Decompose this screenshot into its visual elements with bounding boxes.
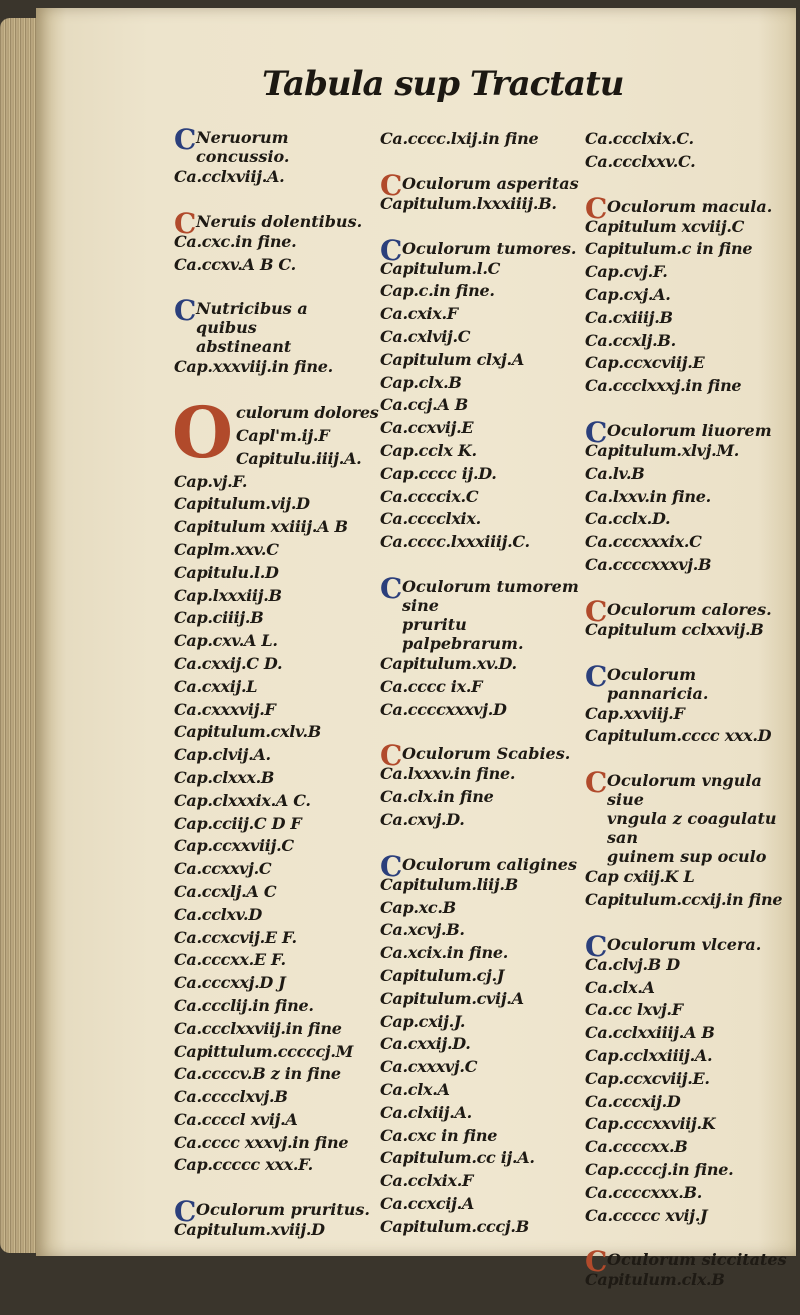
paragraph-mark-initial: C (585, 415, 608, 449)
reference-line: Ca.cxiiij.B (585, 307, 673, 327)
reference-line: Ca.ccclij.in fine. (174, 995, 314, 1015)
reference-line: Ca.cclxv.D (174, 904, 262, 924)
reference-line: Ca.cxvj.D. (380, 809, 465, 829)
reference-line: Cap.cclx K. (380, 440, 477, 460)
reference-line: Ca.xcvj.B. (380, 920, 465, 940)
reference-line: Ca.cccc xxxvj.in fine (174, 1132, 349, 1152)
reference-line: Capitulum.xviij.D (174, 1220, 325, 1240)
reference-line: Cap.ccxcviij.E. (585, 1068, 710, 1088)
reference-line: Cap.ccxxviij.C (174, 836, 294, 856)
entry-heading (585, 659, 797, 703)
reference-line: Ca.cccc.lxij.in fine (380, 129, 539, 148)
index-entry (380, 571, 585, 721)
reference-line: Capitulum.c in fine (585, 239, 753, 259)
reference-line: Cap.cxij.J. (380, 1011, 466, 1031)
reference-line: Ca.cclx.D. (585, 509, 671, 529)
reference-line: Capitulum cclxxvij.B (585, 619, 764, 639)
reference-line: Ca.lv.B (585, 463, 645, 483)
index-entry (380, 168, 585, 216)
reference-line: Ca.cclxxiiij.A B (585, 1023, 715, 1043)
entry-heading (174, 294, 374, 357)
entry-heading (585, 1245, 797, 1279)
reference-line: Ca.ccccv.B z in fine (174, 1064, 341, 1084)
index-column-3 (585, 128, 797, 1315)
reference-line: Ca.ccxv.A B C. (174, 254, 296, 274)
reference-line: Cap.lxxxiij.B (174, 585, 282, 605)
reference-line: Ca.ccxcij.A (380, 1193, 474, 1213)
index-entry (585, 659, 797, 749)
heading-line: Oculorum macula. (607, 196, 773, 216)
heading-line: Capitulu.iiij.A. (236, 448, 362, 468)
reference-line: Capitulum.vij.D (174, 494, 310, 514)
reference-line: Ca.clxiij.A. (380, 1102, 472, 1122)
entry-heading (172, 391, 379, 475)
entry-heading (174, 123, 374, 166)
heading-line: guinem sup oculo (607, 847, 767, 867)
index-entry (174, 206, 374, 277)
reference-line: Ca.clx.in fine (380, 787, 494, 807)
heading-line: Oculorum pannaricia. (607, 664, 709, 703)
reference-line: Ca.cccclxvj.B (174, 1087, 288, 1107)
index-entry (585, 766, 797, 912)
paragraph-mark-initial: C (174, 1195, 197, 1229)
heading-line: Neruorum concussio. (196, 128, 290, 166)
paragraph-mark-initial: C (585, 929, 608, 963)
paragraph-mark-initial: C (585, 766, 608, 800)
index-entry (585, 1245, 797, 1292)
entry-heading (585, 594, 797, 628)
heading-line: Oculorum asperitas (402, 173, 579, 193)
reference-line: Cap.cxv.A L. (174, 631, 278, 651)
reference-line: Ca.cxxij.C D. (174, 653, 283, 673)
reference-line: Capitulum.liij.B (380, 874, 518, 894)
index-entry (585, 929, 797, 1228)
reference-line: Ca.cxc.in fine. (174, 231, 297, 251)
reference-line: Ca.clx.A (585, 977, 655, 997)
entry-heading (380, 849, 585, 883)
paragraph-mark-initial: C (174, 206, 197, 240)
reference-line: Capitulum.cxlv.B (174, 722, 321, 742)
index-entry (174, 123, 374, 189)
heading-line: Oculorum tumores. (402, 238, 577, 258)
reference-line: Ca.ccccxx.B (585, 1137, 688, 1157)
heading-line: vngula z coagulatu san (607, 809, 777, 848)
heading-line: Oculorum vlcera. (607, 934, 762, 954)
reference-line: Capittulum.cccccj.M (174, 1041, 354, 1061)
index-entry (174, 294, 374, 379)
entry-heading (380, 571, 585, 653)
heading-line: Oculorum calores. (607, 599, 772, 619)
reference-line: Ca.lxxv.in fine. (585, 486, 711, 506)
reference-line: Capitulum.clx.B (585, 1270, 725, 1290)
reference-line: Cap.ccccc xxx.F. (174, 1155, 313, 1175)
reference-line: Caplm.xxv.C (174, 539, 279, 559)
reference-line: Ca.ccclxxviij.in fine (174, 1018, 342, 1038)
heading-line: Oculorum caligines (402, 854, 577, 874)
reference-line: Ca.cclxviij.A. (174, 167, 285, 186)
reference-line: Ca.ccxcvij.E F. (174, 927, 297, 947)
reference-line: Ca.cclxix.F (380, 1171, 474, 1191)
heading-line: pruritu palpebrarum. (402, 614, 524, 653)
reference-line: Ca.ccxlj.B. (585, 330, 676, 350)
paragraph-mark-initial: C (585, 594, 608, 628)
paragraph-mark-initial: C (380, 571, 403, 605)
reference-line: Capitulum xxiiij.A B (174, 517, 348, 537)
entry-heading (380, 739, 585, 773)
reference-line: Cap.xc.B (380, 897, 456, 917)
heading-line: Oculorum vngula siue (607, 771, 762, 810)
reference-line: Ca.ccccxxxvj.B (585, 554, 712, 574)
entry-heading (174, 206, 374, 240)
index-entry (380, 128, 585, 151)
reference-line: Ca.cc lxvj.F (585, 1000, 683, 1020)
entry-heading (585, 929, 797, 963)
paragraph-mark-initial: C (174, 294, 197, 328)
index-column-1 (172, 123, 379, 1265)
reference-line: Capitulum clxj.A (380, 349, 524, 369)
heading-line: Nutricibus a quibus (196, 299, 308, 338)
paragraph-mark-initial: C (380, 168, 403, 202)
reference-line: Ca.ccclxxv.C. (585, 151, 696, 171)
paragraph-mark-initial: C (380, 739, 403, 773)
paragraph-mark-initial: C (174, 123, 197, 156)
index-entry (380, 739, 585, 831)
entry-heading (585, 766, 797, 867)
reference-line: Cap.ccccj.in fine. (585, 1159, 734, 1179)
heading-line: Oculorum liuorem (607, 420, 772, 440)
reference-line: Cap.cxj.A. (585, 284, 671, 304)
reference-line: Cap.clx.B (380, 372, 462, 392)
reference-line: Ca.ccclxxxj.in fine (585, 376, 742, 396)
reference-line: Ca.ccxlj.A C (174, 881, 277, 901)
reference-line: Capitulum.cccj.B (380, 1216, 529, 1236)
reference-line: Ca.cccc ix.F (380, 676, 483, 696)
reference-line: Ca.cxxxvij.F (174, 699, 276, 719)
index-entry (172, 391, 379, 1177)
reference-line: Ca.cccclxix. (380, 509, 481, 529)
index-entry (174, 1195, 374, 1242)
reference-line: Cap.vj.F. (174, 471, 248, 491)
paragraph-mark-initial: C (380, 233, 403, 267)
reference-line: Cap.cccxxviij.K (585, 1114, 716, 1134)
reference-line: Cap cxiij.K L (585, 867, 695, 887)
reference-line: Ca.cxc in fine (380, 1125, 498, 1145)
heading-line: Neruis dolentibus. (196, 211, 363, 231)
reference-line: Ca.ccccix.C (380, 486, 479, 506)
entry-heading (585, 415, 797, 449)
reference-line: Ca.cxix.F (380, 304, 458, 324)
reference-line: Cap.c.in fine. (380, 281, 495, 301)
reference-line: Cap.clxxxix.A C. (174, 790, 311, 810)
reference-line: Capitulum.l.C (380, 258, 501, 278)
reference-line: Cap.xxviij.F (585, 703, 685, 723)
reference-line: Ca.lxxxv.in fine. (380, 764, 516, 784)
reference-line: Ca.ccccl xvij.A (174, 1109, 298, 1129)
reference-line: Capitulum.cc ij.A. (380, 1148, 535, 1168)
reference-line: Ca.cccxxxix.C (585, 532, 702, 552)
index-entry (585, 128, 797, 174)
reference-line: Ca.xcix.in fine. (380, 943, 508, 963)
paragraph-mark-initial: C (585, 659, 608, 693)
reference-line: Ca.cccxx.E F. (174, 950, 286, 970)
reference-line: Cap.clvij.A. (174, 745, 271, 765)
reference-line: Ca.ccccxxxvj.D (380, 699, 507, 719)
reference-line: Capitulum.xlvj.M. (585, 440, 740, 460)
reference-line: Capitulum.cj.J (380, 965, 505, 985)
reference-line: Capitulu.l.D (174, 562, 279, 582)
reference-line: Cap.cclxxiiij.A. (585, 1045, 713, 1065)
index-entry (380, 233, 585, 554)
reference-line: Ca.ccclxix.C. (585, 129, 694, 148)
reference-line: Ca.ccccc xvij.J (585, 1205, 708, 1225)
entry-heading (585, 191, 797, 225)
index-entry (585, 594, 797, 642)
reference-line: Cap.ccxcviij.E (585, 353, 705, 373)
reference-line: Capitulum.ccxij.in fine (585, 889, 783, 909)
index-entry (585, 191, 797, 398)
reference-line: Cap.xxxviij.in fine. (174, 357, 333, 377)
page-title: Tabula sup Tractatu (262, 64, 624, 104)
heading-line: Capl'm.ij.F (236, 425, 330, 445)
reference-line: Cap.clxxx.B (174, 767, 275, 787)
paragraph-mark-initial: C (380, 849, 403, 883)
index-entry (380, 849, 585, 1239)
reference-line: Ca.ccj.A B (380, 395, 469, 415)
decorated-initial: O (172, 391, 233, 475)
reference-line: Capitulum.lxxxiiij.B. (380, 193, 557, 213)
reference-line: Ca.cxlvij.C (380, 326, 471, 346)
paragraph-mark-initial: C (585, 1245, 608, 1279)
reference-line: Ca.clx.A (380, 1079, 450, 1099)
reference-line: Ca.cxxxvj.C (380, 1057, 478, 1077)
reference-line: Ca.cccc.lxxxiiij.C. (380, 532, 530, 552)
reference-line: Ca.ccxvij.E (380, 418, 474, 438)
reference-line: Capitulum.cvij.A (380, 988, 524, 1008)
reference-line: Ca.cxxij.L (174, 676, 258, 696)
heading-line: Oculorum Scabies. (402, 744, 571, 764)
entry-heading (380, 168, 585, 202)
reference-line: Ca.cxxij.D. (380, 1034, 471, 1054)
reference-line: Ca.ccxxvj.C (174, 859, 272, 879)
reference-line: Cap.cvj.F. (585, 262, 668, 282)
reference-line: Capitulum xcviij.C (585, 216, 745, 236)
reference-line: Ca.cccxij.D (585, 1091, 681, 1111)
entry-heading (380, 233, 585, 267)
entry-heading (174, 1195, 374, 1229)
paragraph-mark-initial: C (585, 191, 608, 225)
heading-line: Oculorum siccitates (607, 1250, 787, 1270)
reference-line: Cap.cccc ij.D. (380, 463, 497, 483)
index-entry (585, 415, 797, 577)
heading-line: Oculorum pruritus. (196, 1200, 370, 1220)
reference-line: Cap.cciij.C D F (174, 813, 302, 833)
heading-line: Oculorum tumorem sine (402, 576, 579, 615)
heading-line: culorum dolores (236, 403, 379, 423)
heading-line: abstineant (196, 337, 292, 357)
reference-line: Capitulum.cccc xxx.D (585, 726, 772, 746)
reference-line: Ca.cccxxj.D J (174, 973, 286, 993)
reference-line: Ca.clvj.B D (585, 954, 680, 974)
reference-line: Capitulum.xv.D. (380, 653, 517, 673)
index-column-2 (380, 128, 585, 1261)
reference-line: Ca.ccccxxx.B. (585, 1182, 703, 1202)
reference-line: Cap.ciiij.B (174, 608, 264, 628)
